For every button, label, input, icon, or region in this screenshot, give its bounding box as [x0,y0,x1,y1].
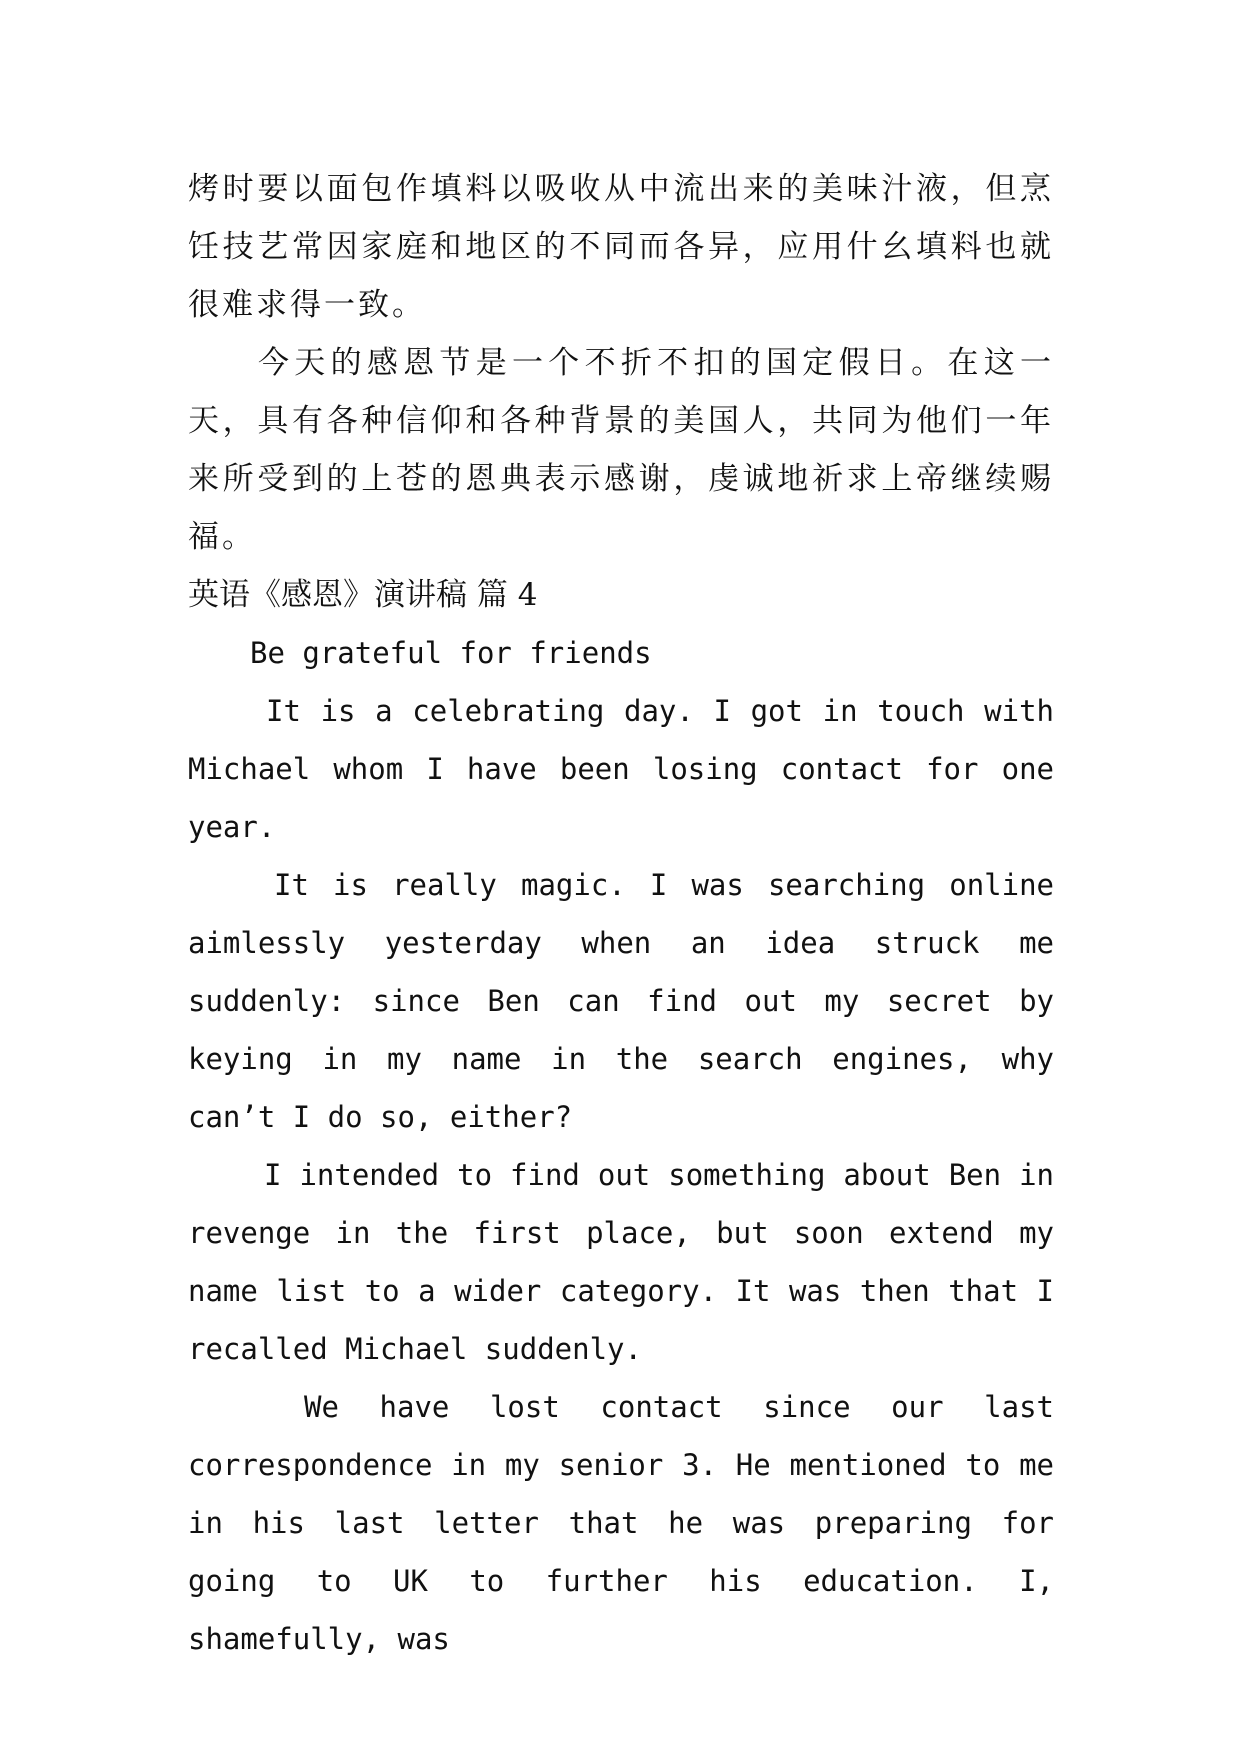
paragraph-en-3: I intended to find out something about Ben in revenge in the first place, but soon extend my name list to a wider category. It was then that I recalled Michael suddenly. [188,1158,1054,1366]
paragraph-zh-thanksgiving: 今天的感恩节是一个不折不扣的国定假日。在这一天，具有各种信仰和各种背景的美国人，共同为他们一年来所受到的上苍的恩典表示感谢，虔诚地祈求上帝继续赐福。 [188,345,1054,555]
paragraph-en-2: It is really magic. I was searching online aimlessly yesterday when an idea struck me suddenly: since Ben can find out my secret by keying in my name in the search engines, why can’t I do so, either? [188,868,1054,1134]
paragraph-zh-stuffing: 烤时要以面包作填料以吸收从中流出来的美味汁液，但烹饪技艺常因家庭和地区的不同而各异，应用什幺填料也就很难求得一致。 [188,171,1054,323]
document-page [188,160,1054,1668]
section-heading: 英语《感恩》演讲稿 篇 4 [188,577,538,613]
paragraph-en-1: It is a celebrating day. I got in touch with Michael whom I have been losing contact for one year. [188,694,1054,844]
paragraph-en-4: We have lost contact since our last correspondence in my senior 3. He mentioned to me in his last letter that he was preparing for going to UK to further his education. I, shamefully, was [188,1390,1054,1656]
speech-title: Be grateful for friends [250,636,652,670]
